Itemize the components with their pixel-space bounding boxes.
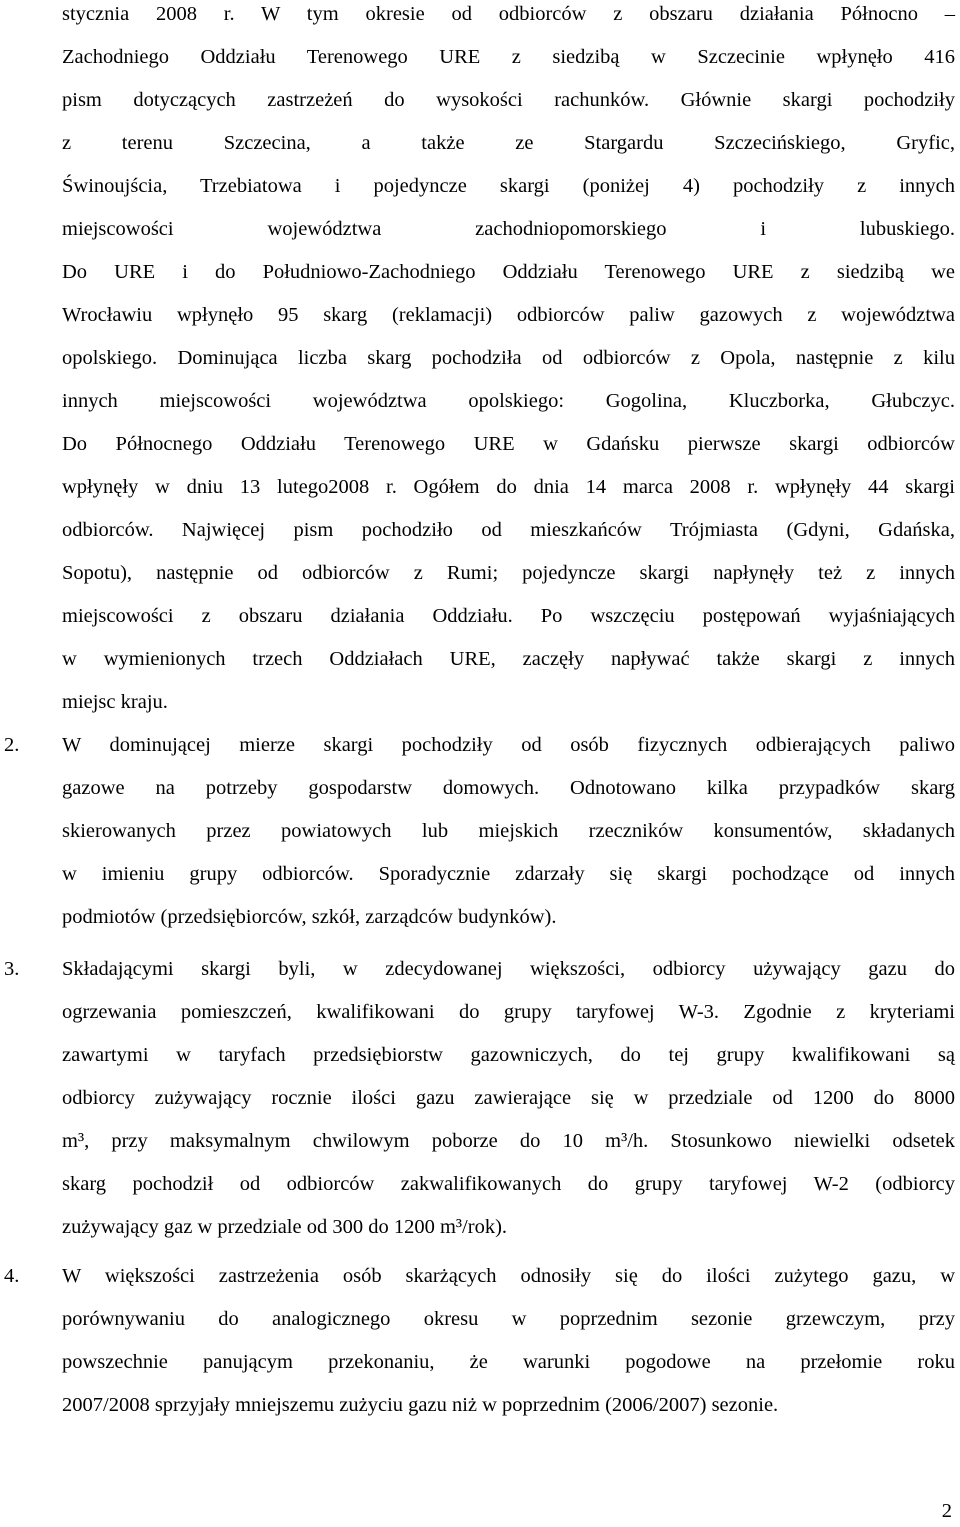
text-line: miejsc kraju. — [62, 691, 168, 713]
text-line: Do Północnego Oddziału Terenowego URE w Gdańsku pierwsze skargi odbiorców — [62, 433, 955, 455]
text-line: innych miejscowości województwa opolskiego: Gogolina, Kluczborka, Głubczyc. — [62, 390, 955, 412]
text-line: skierowanych przez powiatowych lub miejskich rzeczników konsumentów, składanych — [62, 820, 955, 842]
text-line: porównywaniu do analogicznego okresu w poprzednim sezonie grzewczym, przy — [62, 1308, 955, 1330]
text-line: powszechnie panującym przekonaniu, że warunki pogodowe na przełomie roku — [62, 1351, 955, 1373]
text-line: odbiorcy zużywający rocznie ilości gazu zawierające się w przedziale od 1200 do 8000 — [62, 1087, 955, 1109]
text-line: zużywający gaz w przedziale od 300 do 1200 m³/rok). — [62, 1216, 508, 1238]
text-line: wpłynęły w dniu 13 lutego2008 r. Ogółem do dnia 14 marca 2008 r. wpłynęły 44 skargi — [62, 476, 955, 498]
text-line: miejscowości z obszaru działania Oddziału. Po wszczęciu postępowań wyjaśniających — [62, 605, 955, 627]
list-item-number: 2. — [4, 734, 20, 756]
text-line: podmiotów (przedsiębiorców, szkół, zarządców budynków). — [62, 906, 557, 928]
text-line: gazowe na potrzeby gospodarstw domowych. Odnotowano kilka przypadków skarg — [62, 777, 955, 799]
text-line: odbiorców. Najwięcej pism pochodziło od mieszkańców Trójmiasta (Gdyni, Gdańska, — [62, 519, 955, 541]
text-line: skarg pochodził od odbiorców zakwalifikowanych do grupy taryfowej W-2 (odbiorcy — [62, 1173, 955, 1195]
text-line: Wrocławiu wpłynęło 95 skarg (reklamacji) odbiorców paliw gazowych z województwa — [62, 304, 955, 326]
text-line: ogrzewania pomieszczeń, kwalifikowani do grupy taryfowej W-3. Zgodnie z kryteriami — [62, 1001, 955, 1023]
text-line: opolskiego. Dominująca liczba skarg pochodziła od odbiorców z Opola, następnie z kilu — [62, 347, 955, 369]
text-line: Świnoujścia, Trzebiatowa i pojedyncze skargi (poniżej 4) pochodziły z innych — [62, 175, 955, 197]
page-number: 2 — [941, 1500, 952, 1522]
text-line: stycznia 2008 r. W tym okresie od odbiorców z obszaru działania Północno – — [62, 3, 955, 25]
text-line: w imieniu grupy odbiorców. Sporadycznie zdarzały się skargi pochodzące od innych — [62, 863, 955, 885]
text-line: miejscowości województwa zachodniopomorskiego i lubuskiego. — [62, 218, 955, 240]
text-line: Sopotu), następnie od odbiorców z Rumi; pojedyncze skargi napłynęły też z innych — [62, 562, 955, 584]
text-line: W większości zastrzeżenia osób skarżących odnosiły się do ilości zużytego gazu, w — [62, 1265, 955, 1287]
text-line: Składającymi skargi byli, w zdecydowanej większości, odbiorcy używający gazu do — [62, 958, 955, 980]
list-item-number: 4. — [4, 1265, 20, 1287]
text-line: w wymienionych trzech Oddziałach URE, zaczęły napływać także skargi z innych — [62, 648, 955, 670]
list-item-number: 3. — [4, 958, 20, 980]
text-line: zawartymi w taryfach przedsiębiorstw gazowniczych, do tej grupy kwalifikowani są — [62, 1044, 955, 1066]
text-line: Zachodniego Oddziału Terenowego URE z siedzibą w Szczecinie wpłynęło 416 — [62, 46, 955, 68]
text-line: z terenu Szczecina, a także ze Stargardu Szczecińskiego, Gryfic, — [62, 132, 955, 154]
text-line: 2007/2008 sprzyjały mniejszemu zużyciu gazu niż w poprzednim (2006/2007) sezonie. — [62, 1394, 779, 1416]
text-line: pism dotyczących zastrzeżeń do wysokości rachunków. Głównie skargi pochodziły — [62, 89, 955, 111]
text-line: Do URE i do Południowo-Zachodniego Oddziału Terenowego URE z siedzibą we — [62, 261, 955, 283]
text-line: W dominującej mierze skargi pochodziły od osób fizycznych odbierających paliwo — [62, 734, 955, 756]
text-line: m³, przy maksymalnym chwilowym poborze do 10 m³/h. Stosunkowo niewielki odsetek — [62, 1130, 955, 1152]
